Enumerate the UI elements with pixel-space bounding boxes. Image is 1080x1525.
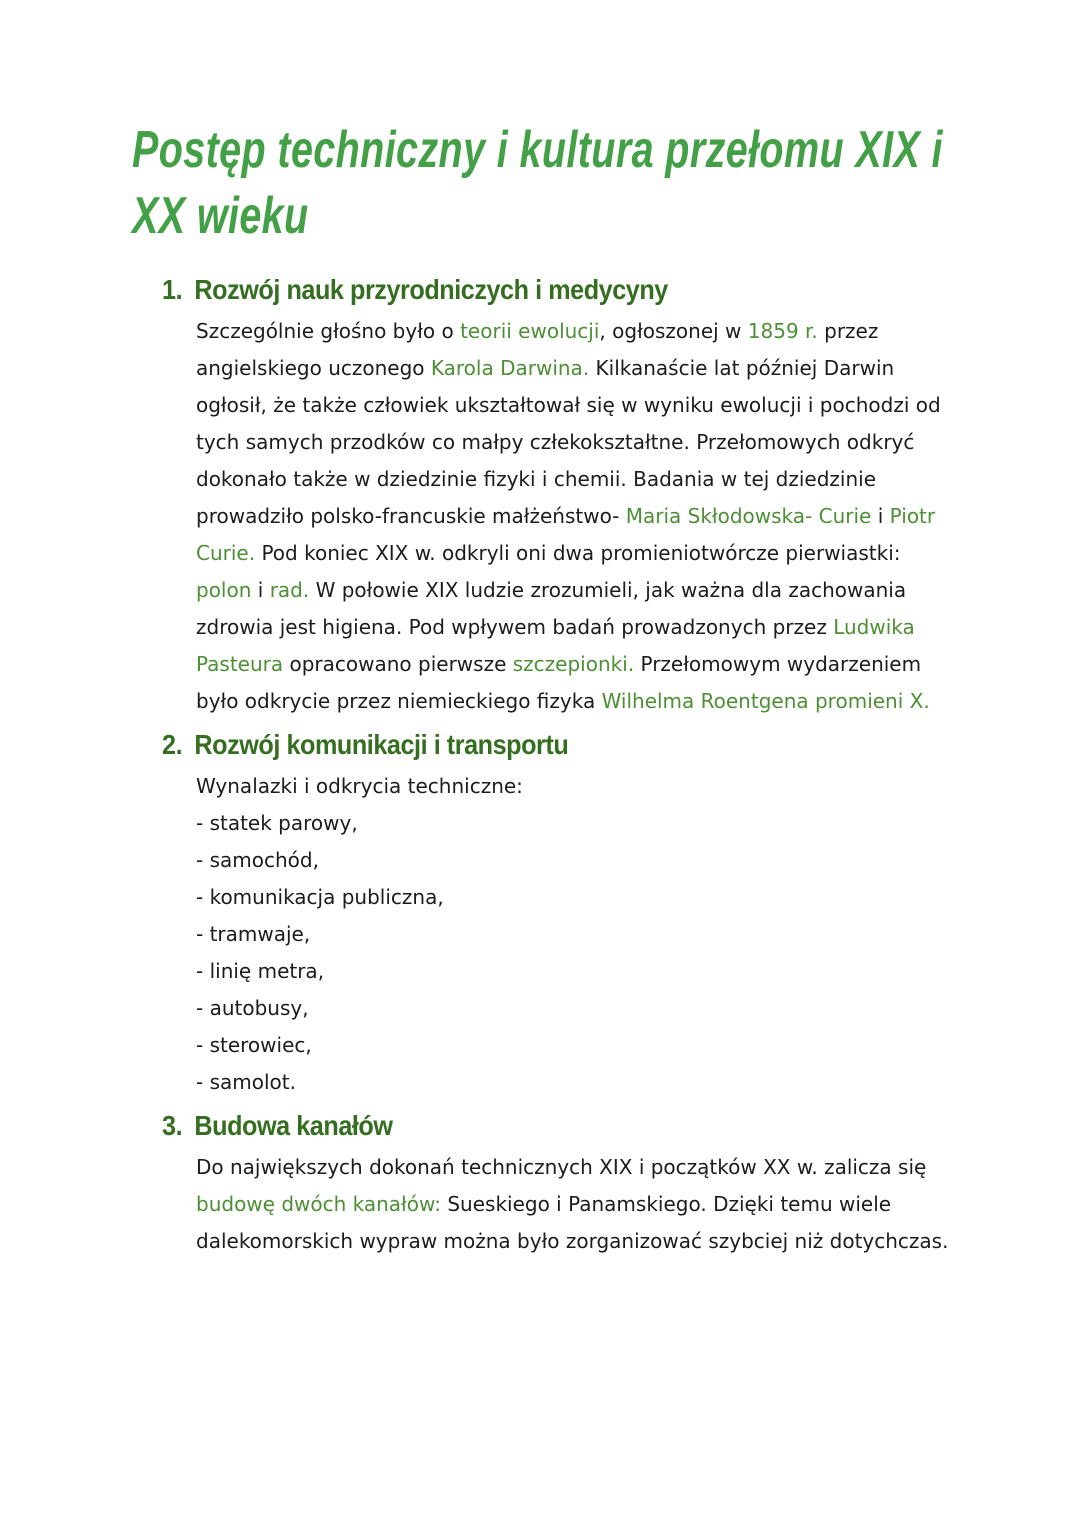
- text-run: Kilkanaście lat później Darwin ogłosił, że także człowiek ukształtował się w wyniku ewolucji i pochodzi od tych samych przodków co małpy człekokształtne. Przełomowych odkryć dokonało także w dziedzinie fizyki i chemii. Badania w tej dziedzinie prowadziło polsko-francuskie małżeństwo-: [196, 356, 941, 529]
- text-run: Sueskiego i Panamskiego. Dzięki temu wiele dalekomorskich wypraw można było zorganizować szybciej niż dotychczas.: [196, 1192, 949, 1254]
- section-heading-row: [162, 271, 873, 309]
- text-run: i: [251, 578, 270, 603]
- highlighted-term: rad.: [269, 578, 310, 603]
- section-body: [196, 313, 952, 720]
- section-canals: [132, 1107, 952, 1260]
- highlighted-term: Maria Skłodowska- Curie: [625, 504, 872, 529]
- invention-list-item: - samochód,: [196, 848, 319, 873]
- section-natural-sciences: [132, 271, 952, 720]
- highlighted-term: teorii ewolucji: [460, 319, 600, 344]
- section-number: 2.: [162, 729, 183, 761]
- text-run: , ogłoszonej w: [599, 319, 748, 344]
- document-title: [132, 118, 943, 249]
- section-heading-row: [162, 1107, 873, 1145]
- highlighted-term: Wilhelma Roentgena promieni X.: [601, 689, 930, 714]
- section-body: [196, 1149, 952, 1260]
- text-run: opracowano pierwsze: [283, 652, 513, 677]
- text-run: Do największych dokonań technicznych XIX i początków XX w. zalicza się: [196, 1155, 927, 1180]
- highlighted-term: Karola Darwina.: [430, 356, 590, 381]
- section-paragraph: [196, 1149, 952, 1260]
- invention-list-item: - linię metra,: [196, 959, 325, 984]
- highlighted-term: Piotr Curie.: [196, 504, 936, 566]
- section-heading-row: [162, 726, 873, 764]
- highlighted-term: 1859 r.: [747, 319, 818, 344]
- invention-list-item: - samolot.: [196, 1070, 296, 1095]
- invention-list-item: - autobusy,: [196, 996, 309, 1021]
- invention-list-item: - komunikacja publiczna,: [196, 885, 444, 910]
- section-number: 3.: [162, 1110, 183, 1142]
- text-run: Szczególnie głośno było o: [196, 319, 461, 344]
- inventions-list: [196, 805, 952, 1101]
- section-number: 1.: [162, 274, 183, 306]
- highlighted-term: Ludwika Pasteura: [196, 615, 915, 677]
- section-body: [196, 768, 952, 1101]
- text-run: i: [871, 504, 890, 529]
- highlighted-term: budowę dwóch kanałów:: [196, 1192, 441, 1217]
- text-run: Pod koniec XIX w. odkryli oni dwa promieniotwórcze pierwiastki:: [255, 541, 901, 566]
- invention-list-item: - sterowiec,: [196, 1033, 312, 1058]
- section-communication-transport: [132, 726, 952, 1101]
- highlighted-term: polon: [196, 578, 252, 603]
- text-run: W połowie XIX ludzie zrozumieli, jak ważna dla zachowania zdrowia jest higiena. Pod wpływem badań prowadzonych przez: [196, 578, 907, 640]
- section-heading: Rozwój nauk przyrodniczych i medycyny: [194, 274, 668, 306]
- inventions-intro: Wynalazki i odkrycia techniczne:: [196, 774, 523, 799]
- text-run: Przełomowym wydarzeniem było odkrycie przez niemieckiego fizyka: [196, 652, 922, 714]
- title-line-2: XX wieku: [132, 186, 309, 245]
- invention-list-item: - tramwaje,: [196, 922, 311, 947]
- invention-list-item: - statek parowy,: [196, 811, 358, 836]
- section-heading: Rozwój komunikacji i transportu: [194, 729, 569, 761]
- title-line-1: Postęp techniczny i kultura przełomu XIX i: [132, 121, 943, 179]
- section-heading: Budowa kanałów: [194, 1110, 393, 1142]
- text-run: przez angielskiego uczonego: [196, 319, 879, 381]
- highlighted-term: szczepionki.: [512, 652, 635, 677]
- section-paragraph: [196, 313, 952, 720]
